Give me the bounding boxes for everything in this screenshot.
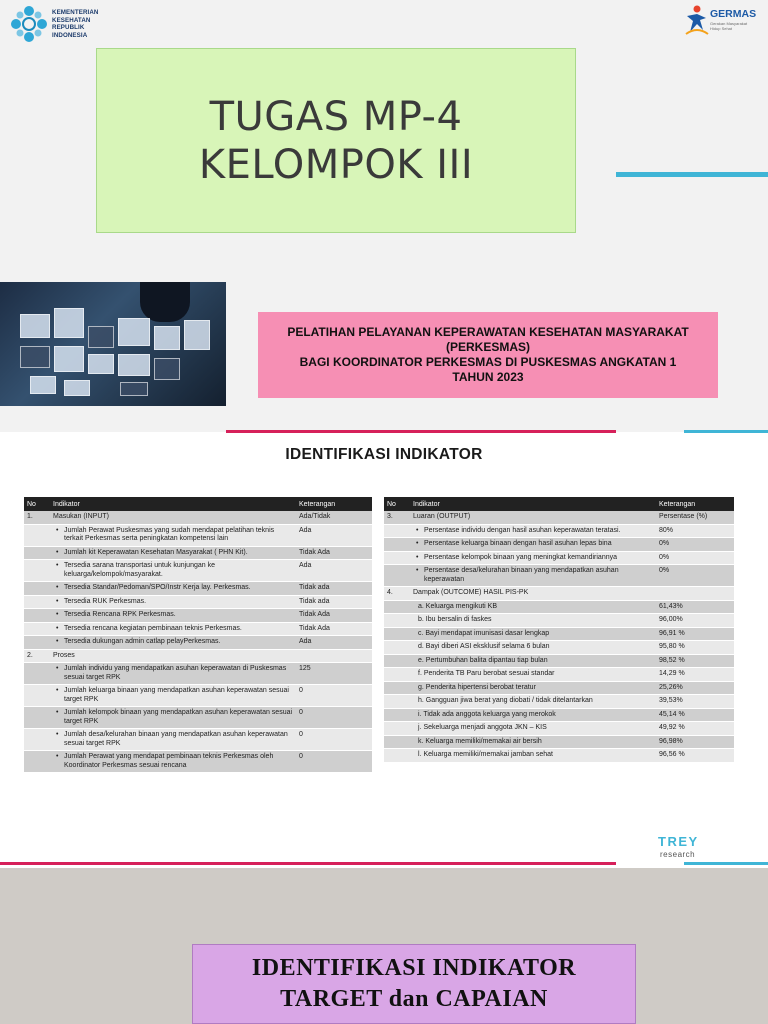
- trey-name: TREY: [658, 834, 699, 849]
- cell-no: [384, 551, 410, 565]
- cell-no: [384, 722, 410, 736]
- cell-keterangan: 61,43%: [656, 600, 734, 614]
- divider-blue-2: [684, 862, 768, 865]
- cell-keterangan: 0: [296, 729, 372, 751]
- cell-keterangan: Tidak Ada: [296, 546, 372, 560]
- cell-indikator: a. Keluarga mengikuti KB: [410, 600, 656, 614]
- cell-keterangan: 125: [296, 663, 372, 685]
- cell-no: [24, 622, 50, 636]
- slide3-title-box: [192, 944, 636, 1024]
- cell-no: [24, 707, 50, 729]
- subtitle-box: [258, 312, 718, 398]
- cell-indikator: Luaran (OUTPUT): [410, 511, 656, 524]
- cell-keterangan: 39,53%: [656, 695, 734, 709]
- cell-indikator: i. Tidak ada anggota keluarga yang merokok: [410, 708, 656, 722]
- trey-research-logo: [616, 834, 738, 864]
- table-row: [384, 538, 734, 552]
- cell-no: [384, 681, 410, 695]
- header-keterangan: Keterangan: [296, 497, 372, 511]
- subtitle-line-3: BAGI KOORDINATOR PERKESMAS DI PUSKESMAS ANGKATAN 1: [299, 355, 677, 369]
- cell-no: 2.: [24, 649, 50, 663]
- table-row: [384, 600, 734, 614]
- table-row: [384, 565, 734, 587]
- cell-no: [384, 695, 410, 709]
- table-row: [384, 668, 734, 682]
- cell-no: [384, 641, 410, 655]
- slide3-title-line-2: TARGET dan CAPAIAN: [280, 986, 548, 1012]
- subtitle-line-1: PELATIHAN PELAYANAN KEPERAWATAN KESEHATAN MASYARAKAT: [287, 325, 689, 339]
- subtitle-line-4: TAHUN 2023: [452, 370, 524, 384]
- title-line-1: TUGAS MP-4: [209, 93, 463, 140]
- cell-keterangan: Ada/Tidak: [296, 511, 372, 524]
- table-row: [24, 582, 372, 596]
- icon-grid: [20, 296, 210, 396]
- cell-indikator: • Jumlah kelompok binaan yang mendapatkan asuhan keperawatan sesuai target RPK: [50, 707, 296, 729]
- cell-indikator: • Jumlah Perawat yang mendapat pembinaan teknis Perkesmas oleh Koordinator Perkesmas sesuai rencana: [50, 751, 296, 773]
- header-indikator: Indikator: [410, 497, 656, 511]
- cell-indikator: c. Bayi mendapat imunisasi dasar lengkap: [410, 627, 656, 641]
- cell-indikator: • Tersedia rencana kegiatan pembinaan teknis Perkesmas.: [50, 622, 296, 636]
- cell-keterangan: 0: [296, 751, 372, 773]
- title-line-2: KELOMPOK III: [198, 141, 474, 188]
- cell-no: [384, 524, 410, 538]
- cell-keterangan: 96,56 %: [656, 749, 734, 763]
- kemenkes-emblem-icon: [6, 4, 52, 44]
- cell-indikator: • Jumlah Perawat Puskesmas yang sudah mendapat pelatihan teknis terkait Perkesmas serta peningkatan kompetensi lain: [50, 524, 296, 546]
- cell-indikator: • Jumlah keluarga binaan yang mendapatkan asuhan keperawatan sesuai target RPK: [50, 685, 296, 707]
- cell-keterangan: 49,92 %: [656, 722, 734, 736]
- table-row: [24, 729, 372, 751]
- cell-no: [24, 636, 50, 650]
- cell-keterangan: 96,98%: [656, 735, 734, 749]
- cell-indikator: Dampak (OUTCOME) HASIL PIS-PK: [410, 587, 656, 601]
- table-row: [24, 636, 372, 650]
- cell-indikator: Masukan (INPUT): [50, 511, 296, 524]
- cell-indikator: g. Penderita hipertensi berobat teratur: [410, 681, 656, 695]
- cell-no: [24, 729, 50, 751]
- table-header-row: [24, 497, 372, 511]
- cell-no: 3.: [384, 511, 410, 524]
- accent-bar-blue: [616, 172, 768, 177]
- cell-indikator: • Persentase individu dengan hasil asuhan keperawatan teratasi.: [410, 524, 656, 538]
- cell-keterangan: Tidak ada: [296, 582, 372, 596]
- cell-indikator: • Persentase desa/kelurahan binaan yang mendapatkan asuhan keperawatan: [410, 565, 656, 587]
- cell-keterangan: Persentase (%): [656, 511, 734, 524]
- kemenkes-line-2: KESEHATAN: [52, 16, 91, 24]
- title-box: [96, 48, 576, 233]
- cell-no: [384, 565, 410, 587]
- cell-no: 1.: [24, 511, 50, 524]
- divider-blue-1: [684, 430, 768, 433]
- kemenkes-line-3: REPUBLIK: [52, 24, 85, 31]
- table-row: [384, 735, 734, 749]
- cell-no: [24, 663, 50, 685]
- slide3-title-line-1: IDENTIFIKASI INDIKATOR: [251, 955, 577, 981]
- cell-no: [24, 685, 50, 707]
- table-header-row: [384, 497, 734, 511]
- cell-no: [24, 751, 50, 773]
- cell-keterangan: 14,29 %: [656, 668, 734, 682]
- table-row: [384, 681, 734, 695]
- cell-keterangan: 96,91 %: [656, 627, 734, 641]
- cell-keterangan: Ada: [296, 636, 372, 650]
- table-row: [384, 722, 734, 736]
- germas-figure-icon: [684, 4, 710, 36]
- cell-indikator: b. Ibu bersalin di faskes: [410, 614, 656, 628]
- cell-keterangan: 96,00%: [656, 614, 734, 628]
- divider-pink-1: [226, 430, 616, 433]
- divider-pink-2: [0, 862, 616, 865]
- table-row: [24, 595, 372, 609]
- header-no: No: [24, 497, 50, 511]
- header-keterangan: Keterangan: [656, 497, 734, 511]
- slide-indicators: [0, 436, 768, 864]
- cell-no: 4.: [384, 587, 410, 601]
- table-row: [384, 511, 734, 524]
- cell-keterangan: Tidak ada: [296, 595, 372, 609]
- indicator-table-right: [384, 497, 734, 763]
- header-no: No: [384, 497, 410, 511]
- cell-keterangan: Ada: [296, 560, 372, 582]
- table-row: [24, 707, 372, 729]
- cell-indikator: • Tersedia sarana transportasi untuk kunjungan ke keluarga/kelompok/masyarakat.: [50, 560, 296, 582]
- kemenkes-logo: [6, 2, 106, 46]
- cell-keterangan: 0%: [656, 565, 734, 587]
- cell-keterangan: Tidak Ada: [296, 622, 372, 636]
- table-row: [384, 641, 734, 655]
- table-row: [384, 551, 734, 565]
- cell-keterangan: 45,14 %: [656, 708, 734, 722]
- cell-keterangan: [296, 649, 372, 663]
- table-row: [384, 614, 734, 628]
- cell-no: [384, 538, 410, 552]
- cell-keterangan: 0%: [656, 538, 734, 552]
- cell-no: [24, 582, 50, 596]
- cell-no: [384, 600, 410, 614]
- cell-indikator: • Tersedia dukungan admin catlap pelayPerkesmas.: [50, 636, 296, 650]
- cell-keterangan: [656, 587, 734, 601]
- cell-indikator: • Tersedia RUK Perkesmas.: [50, 595, 296, 609]
- cell-indikator: • Persentase keluarga binaan dengan hasil asuhan lepas bina: [410, 538, 656, 552]
- cell-keterangan: 25,26%: [656, 681, 734, 695]
- table-row: [384, 524, 734, 538]
- cell-indikator: • Tersedia Rencana RPK Perkesmas.: [50, 609, 296, 623]
- cell-no: [24, 609, 50, 623]
- cell-keterangan: 0: [296, 707, 372, 729]
- indicator-table-left: [24, 497, 372, 773]
- germas-title: GERMAS: [710, 8, 757, 20]
- table-row: [24, 622, 372, 636]
- cell-no: [384, 749, 410, 763]
- cell-no: [24, 524, 50, 546]
- table-row: [384, 695, 734, 709]
- cell-keterangan: 98,52 %: [656, 654, 734, 668]
- cell-no: [384, 614, 410, 628]
- table-row: [24, 649, 372, 663]
- cell-indikator: • Persentase kelompok binaan yang meningkat kemandiriannya: [410, 551, 656, 565]
- subtitle-line-2: (PERKESMAS): [445, 340, 530, 354]
- cell-no: [24, 595, 50, 609]
- cell-indikator: • Tersedia Standar/Pedoman/SPO/Instr Kerja lay. Perkesmas.: [50, 582, 296, 596]
- table-row: [24, 560, 372, 582]
- cell-no: [384, 668, 410, 682]
- cell-indikator: d. Bayi diberi ASI eksklusif selama 6 bulan: [410, 641, 656, 655]
- cell-no: [384, 654, 410, 668]
- cell-no: [24, 546, 50, 560]
- germas-logo: [684, 4, 764, 40]
- table-row: [24, 609, 372, 623]
- cell-keterangan: 80%: [656, 524, 734, 538]
- table-row: [384, 654, 734, 668]
- cell-indikator: • Jumlah desa/kelurahan binaan yang mendapatkan asuhan keperawatan sesuai target RPK: [50, 729, 296, 751]
- cell-no: [24, 560, 50, 582]
- cell-keterangan: 0: [296, 685, 372, 707]
- germas-tagline: Gerakan Masyarakat Hidup Sehat: [710, 21, 748, 31]
- table-row: [384, 627, 734, 641]
- cell-keterangan: Tidak Ada: [296, 609, 372, 623]
- table-row: [384, 587, 734, 601]
- table-row: [384, 708, 734, 722]
- cell-keterangan: 95,80 %: [656, 641, 734, 655]
- cell-no: [384, 627, 410, 641]
- kemenkes-line-1: KEMENTERIAN: [52, 9, 99, 16]
- table-row: [24, 524, 372, 546]
- slide-target: [0, 868, 768, 1024]
- trey-sub: research: [660, 850, 696, 859]
- cell-keterangan: 0%: [656, 551, 734, 565]
- cell-indikator: h. Gangguan jiwa berat yang diobati / tidak ditelantarkan: [410, 695, 656, 709]
- cell-no: [384, 735, 410, 749]
- cell-no: [384, 708, 410, 722]
- slide2-title: IDENTIFIKASI INDIKATOR: [285, 446, 483, 463]
- cell-indikator: e. Pertumbuhan balita dipantau tiap bulan: [410, 654, 656, 668]
- cell-indikator: • Jumlah individu yang mendapatkan asuhan keperawatan di Puskesmas sesuai target RPK: [50, 663, 296, 685]
- cell-indikator: l. Keluarga memiliki/memakai jamban sehat: [410, 749, 656, 763]
- kemenkes-line-4: INDONESIA: [52, 31, 88, 39]
- cell-indikator: k. Keluarga memiliki/memakai air bersih: [410, 735, 656, 749]
- cell-indikator: j. Sekeluarga menjadi anggota JKN – KIS: [410, 722, 656, 736]
- business-photo: [0, 282, 226, 406]
- table-row: [24, 546, 372, 560]
- cell-indikator: • Jumlah kit Keperawatan Kesehatan Masyarakat ( PHN Kit).: [50, 546, 296, 560]
- table-row: [24, 751, 372, 773]
- cell-keterangan: Ada: [296, 524, 372, 546]
- cell-indikator: f. Penderita TB Paru berobat sesuai standar: [410, 668, 656, 682]
- slide-title: [0, 0, 768, 432]
- table-row: [24, 511, 372, 524]
- header-indikator: Indikator: [50, 497, 296, 511]
- cell-indikator: Proses: [50, 649, 296, 663]
- table-row: [24, 663, 372, 685]
- table-row: [24, 685, 372, 707]
- table-row: [384, 749, 734, 763]
